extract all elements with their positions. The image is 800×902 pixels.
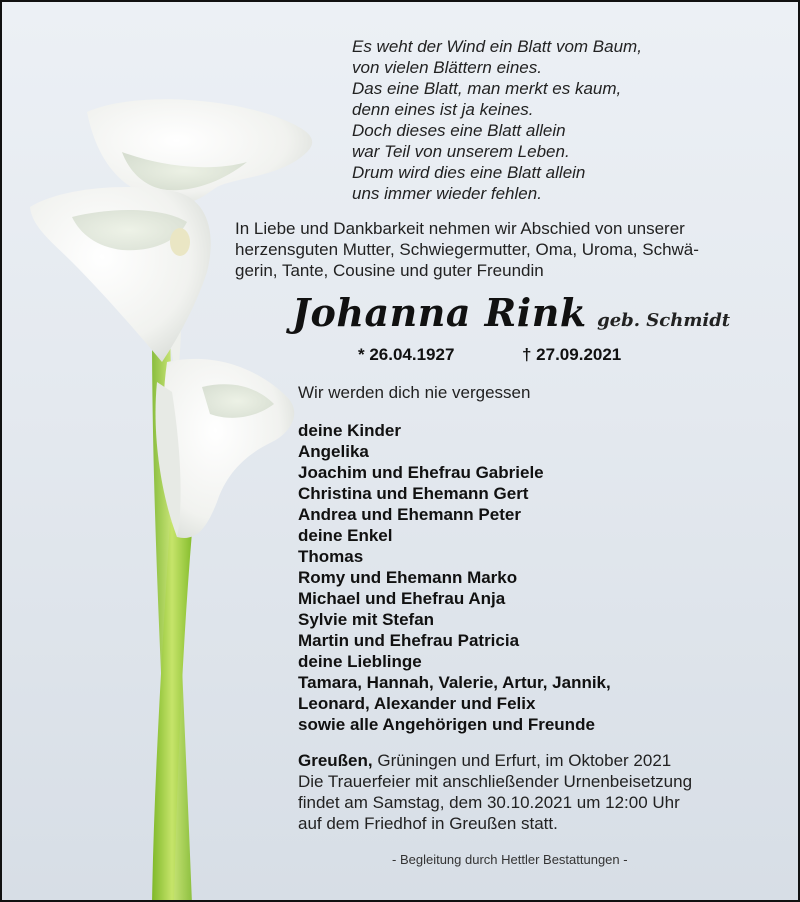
poem-line: Es weht der Wind ein Blatt vom Baum, bbox=[352, 37, 642, 56]
mourners-list bbox=[298, 420, 611, 735]
ceremony-line: auf dem Friedhof in Greußen statt. bbox=[298, 814, 558, 833]
intro-line: gerin, Tante, Cousine und guter Freundin bbox=[235, 261, 544, 280]
funeral-home-credit: - Begleitung durch Hettler Bestattungen - bbox=[392, 852, 628, 867]
poem bbox=[352, 36, 642, 204]
ceremony-line: Die Trauerfeier mit anschließender Urnenbeisetzung bbox=[298, 772, 693, 791]
mourner-entry: Joachim und Ehefrau Gabriele bbox=[298, 463, 544, 482]
death-date: † 27.09.2021 bbox=[522, 345, 622, 364]
place-name: Greußen, bbox=[298, 751, 373, 770]
mourner-entry: Andrea und Ehemann Peter bbox=[298, 505, 521, 524]
birth-date: * 26.04.1927 bbox=[358, 345, 455, 364]
mourner-entry: deine Kinder bbox=[298, 421, 401, 440]
poem-line: Das eine Blatt, man merkt es kaum, bbox=[352, 79, 622, 98]
intro-text bbox=[235, 218, 795, 281]
place-date-line bbox=[298, 750, 692, 771]
intro-line: In Liebe und Dankbarkeit nehmen wir Abschied von unserer bbox=[235, 219, 685, 238]
poem-line: war Teil von unserem Leben. bbox=[352, 142, 570, 161]
deceased-name-row bbox=[292, 290, 730, 335]
mourner-entry: Sylvie mit Stefan bbox=[298, 610, 435, 629]
poem-line: denn eines ist ja keines. bbox=[352, 100, 534, 119]
poem-line: von vielen Blättern eines. bbox=[352, 58, 542, 77]
mourner-entry: Angelika bbox=[298, 442, 369, 461]
place-rest: Grüningen und Erfurt, im Oktober 2021 bbox=[372, 751, 672, 770]
mourner-entry: Thomas bbox=[298, 547, 364, 566]
mourner-entry: Romy und Ehemann Marko bbox=[298, 568, 518, 587]
poem-line: Doch dieses eine Blatt allein bbox=[352, 121, 566, 140]
mourner-entry: deine Enkel bbox=[298, 526, 393, 545]
intro-line: herzensguten Mutter, Schwiegermutter, Oma, Uroma, Schwä- bbox=[235, 240, 699, 259]
poem-line: uns immer wieder fehlen. bbox=[352, 184, 542, 203]
closing-text bbox=[298, 750, 692, 834]
motto: Wir werden dich nie vergessen bbox=[298, 383, 531, 402]
mourner-entry: deine Lieblinge bbox=[298, 652, 422, 671]
ceremony-line: findet am Samstag, dem 30.10.2021 um 12:00 Uhr bbox=[298, 793, 680, 812]
deceased-name: Johanna Rink bbox=[292, 290, 587, 335]
maiden-name: geb. Schmidt bbox=[597, 310, 731, 331]
mourner-entry: Tamara, Hannah, Valerie, Artur, Jannik, bbox=[298, 673, 611, 692]
mourner-entry: Michael und Ehefrau Anja bbox=[298, 589, 506, 608]
mourner-entry: sowie alle Angehörigen und Freunde bbox=[298, 715, 595, 734]
poem-line: Drum wird dies eine Blatt allein bbox=[352, 163, 586, 182]
mourner-entry: Martin und Ehefrau Patricia bbox=[298, 631, 520, 650]
mourner-entry: Christina und Ehemann Gert bbox=[298, 484, 529, 503]
mourner-entry: Leonard, Alexander und Felix bbox=[298, 694, 536, 713]
